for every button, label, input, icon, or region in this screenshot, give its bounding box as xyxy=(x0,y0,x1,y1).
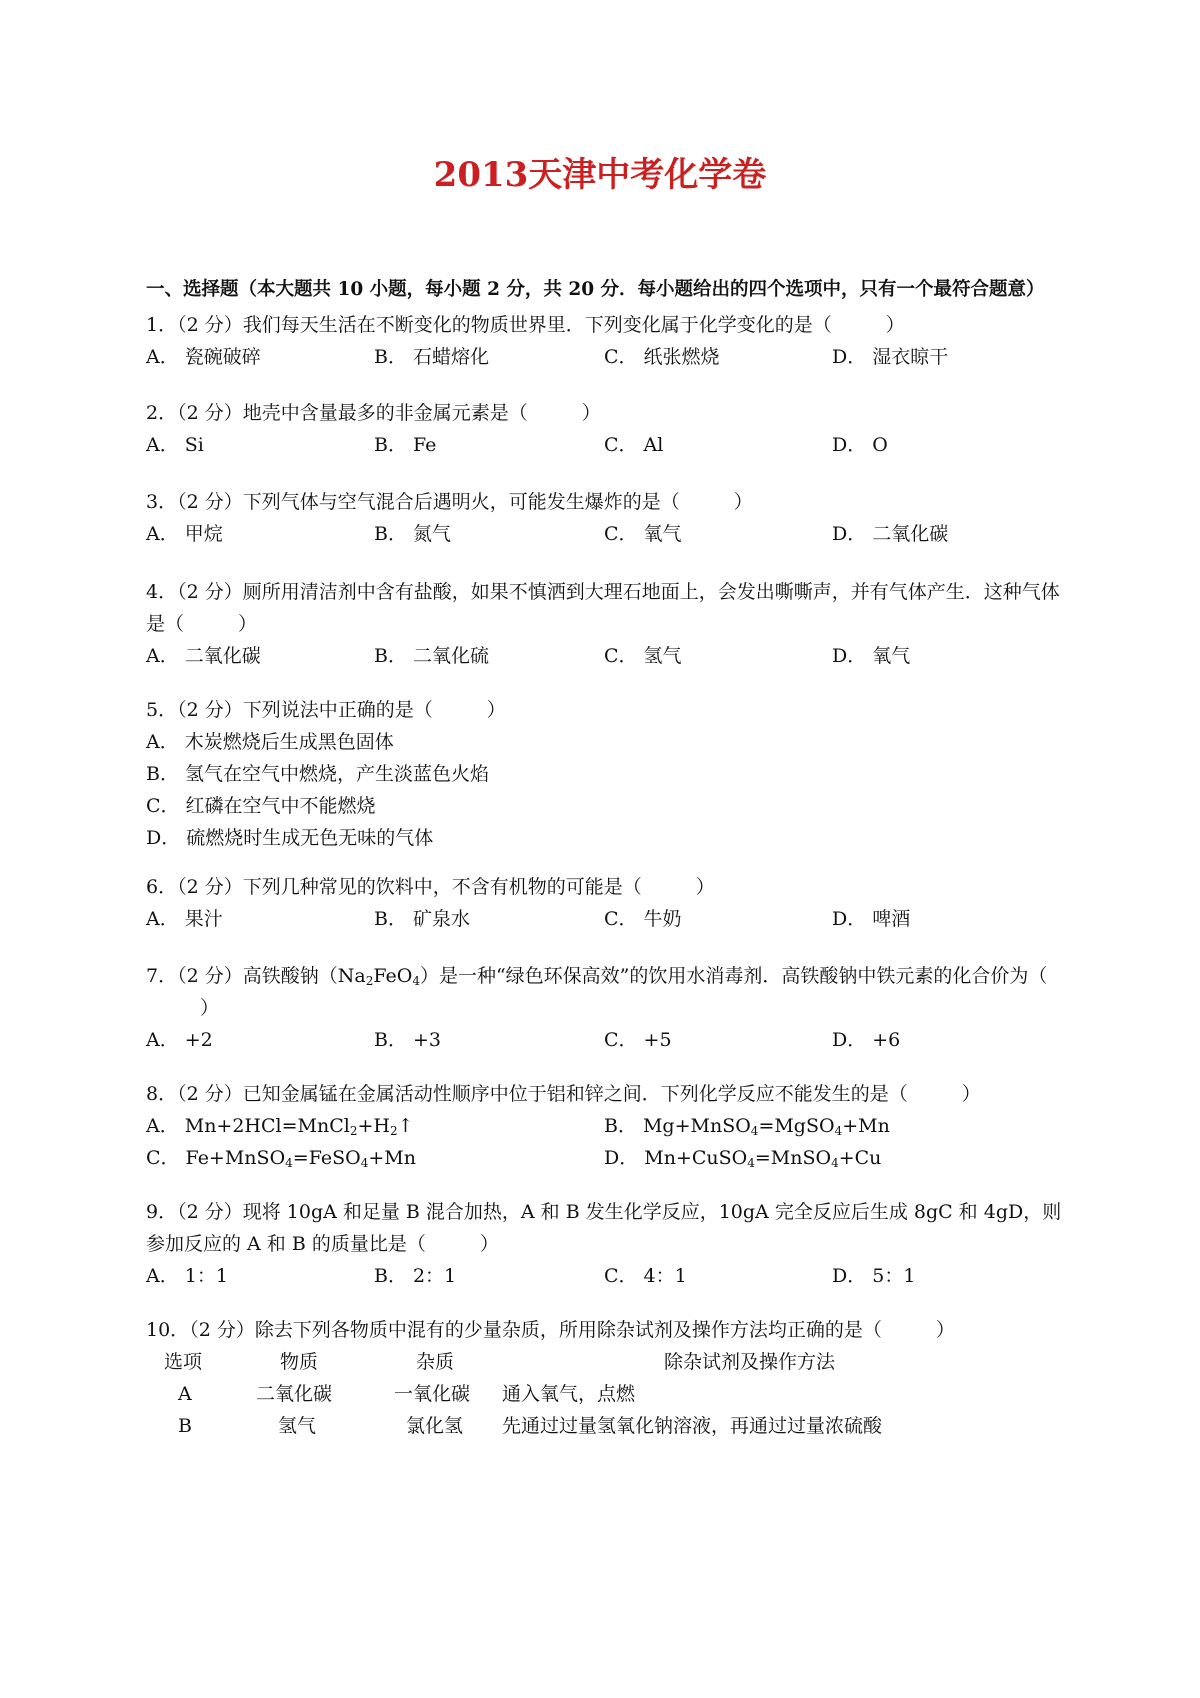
option-a: A． 瓷碗破碎 xyxy=(146,346,261,368)
question-6 xyxy=(146,871,1066,935)
option-c: C． 牛奶 xyxy=(604,908,682,930)
question-stem: 10．（2 分）除去下列各物质中混有的少量杂质，所用除杂试剂及操作方法均正确的是（ ） xyxy=(146,1319,955,1341)
option-b: B． +3 xyxy=(374,1029,441,1051)
option-d: D． 氧气 xyxy=(832,645,911,667)
option-c: C． Al xyxy=(604,434,664,456)
option-row xyxy=(146,640,1066,672)
option-c: C． 4：1 xyxy=(604,1265,687,1287)
option-a: A． Si xyxy=(146,434,204,456)
option-row xyxy=(146,429,1066,461)
option-b: B． 石蜡熔化 xyxy=(374,346,489,368)
option-row xyxy=(146,518,1066,550)
option-row xyxy=(146,341,1066,373)
option-d: D． 湿衣晾干 xyxy=(832,346,949,368)
question-7 xyxy=(146,960,1066,1056)
impurity-table xyxy=(146,1346,1066,1442)
option-row xyxy=(146,1260,1066,1292)
question-stem: 6．（2 分）下列几种常见的饮料中，不含有机物的可能是（ ） xyxy=(146,876,715,898)
option-c: C． Fe+MnSO$_4$=FeSO$_4$+Mn xyxy=(146,1147,416,1170)
chemical-formula: $Na_2FeO_4$ xyxy=(337,965,420,988)
option-c: C． 氧气 xyxy=(604,523,682,545)
question-8 xyxy=(146,1078,1066,1174)
question-stem: 4．（2 分）厕所用清洁剂中含有盐酸，如果不慎洒到大理石地面上，会发出嘶嘶声，并有气体产生．这种气体是（ ） xyxy=(146,581,1060,635)
option-row xyxy=(146,1110,1066,1142)
table-cell: B xyxy=(178,1415,192,1437)
table-cell: 氢气 xyxy=(278,1415,317,1437)
question-10 xyxy=(146,1314,1066,1346)
table-header-row xyxy=(146,1346,1066,1378)
option-d: D． 二氧化碳 xyxy=(832,523,949,545)
question-9 xyxy=(146,1196,1066,1292)
option-a: A． 1：1 xyxy=(146,1265,228,1287)
question-4 xyxy=(146,576,1066,672)
section-heading: 一、选择题（本大题共 10 小题，每小题 2 分，共 20 分．每小题给出的四个选项中，只有一个最符合题意） xyxy=(146,279,1045,300)
option-a: A． 果汁 xyxy=(146,908,223,930)
table-cell: 二氧化碳 xyxy=(256,1383,333,1405)
option-a: A． 甲烷 xyxy=(146,523,223,545)
question-2 xyxy=(146,397,1066,461)
option-c: C． 纸张燃烧 xyxy=(604,346,720,368)
table-header: 选项 xyxy=(164,1351,203,1373)
option-a: A． $Mn+2HCl=MnCl_2+H_2↑$ xyxy=(146,1115,414,1138)
option-row xyxy=(146,1024,1066,1056)
option-b: B． Fe xyxy=(374,434,437,456)
option-d: D． +6 xyxy=(832,1029,901,1051)
question-3 xyxy=(146,486,1066,550)
table-header: 除杂试剂及操作方法 xyxy=(664,1351,836,1373)
option-b: B． 氢气在空气中燃烧，产生淡蓝色火焰 xyxy=(146,763,489,785)
table-cell: 通入氧气，点燃 xyxy=(502,1383,636,1405)
option-row xyxy=(146,903,1066,935)
table-row xyxy=(146,1410,1066,1442)
option-d: D． O xyxy=(832,434,888,456)
option-c: C． 氢气 xyxy=(604,645,682,667)
table-cell: 氯化氢 xyxy=(406,1415,464,1437)
question-stem: 2．（2 分）地壳中含量最多的非金属元素是（ ） xyxy=(146,402,601,424)
option-row xyxy=(146,1142,1066,1174)
question-1 xyxy=(146,309,1066,373)
table-header: 杂质 xyxy=(416,1351,455,1373)
option-b: B． 2：1 xyxy=(374,1265,457,1287)
option-b: B． 矿泉水 xyxy=(374,908,470,930)
option-d: D． 硫燃烧时生成无色无味的气体 xyxy=(146,827,434,849)
option-b: B． 氮气 xyxy=(374,523,451,545)
option-d: D． 5：1 xyxy=(832,1265,916,1287)
option-b: B． 二氧化硫 xyxy=(374,645,489,667)
table-cell: A xyxy=(178,1383,192,1405)
question-stem: 9．（2 分）现将 10gA 和足量 B 混合加热，A 和 B 发生化学反应，10gA 完全反应后生成 8gC 和 4gD，则参加反应的 A 和 B 的质量比是（ ） xyxy=(146,1201,1062,1255)
option-a: A． 二氧化碳 xyxy=(146,645,261,667)
question-5 xyxy=(146,694,1066,854)
option-b: B． Mg+MnSO$_4$=MgSO$_4$+Mn xyxy=(604,1115,890,1138)
question-stem: 7．（2 分）高铁酸钠$(Na_2FeO_4)$是一种“绿色环保高效”的饮用水消毒剂．高铁酸钠中铁元素的化合价为（） xyxy=(146,965,1048,1019)
option-a: A． 木炭燃烧后生成黑色固体 xyxy=(146,731,394,753)
question-stem: 5．（2 分）下列说法中正确的是（ ） xyxy=(146,699,506,721)
option-c: C． 红磷在空气中不能燃烧 xyxy=(146,795,376,817)
table-header: 物质 xyxy=(280,1351,319,1373)
question-stem: 3．（2 分）下列气体与空气混合后遇明火，可能发生爆炸的是（ ） xyxy=(146,491,753,513)
question-stem: 8．（2 分）已知金属锰在金属活动性顺序中位于铝和锌之间．下列化学反应不能发生的是（ ） xyxy=(146,1083,981,1105)
page-title: 2013天津中考化学卷 xyxy=(433,155,767,195)
table-cell: 一氧化碳 xyxy=(394,1383,471,1405)
option-a: A． +2 xyxy=(146,1029,213,1051)
option-c: C． +5 xyxy=(604,1029,672,1051)
option-d: D． 啤酒 xyxy=(832,908,911,930)
option-d: D． Mn+CuSO$_4$=MnSO$_4$+Cu xyxy=(604,1147,882,1170)
table-cell: 先通过过量氢氧化钠溶液，再通过过量浓硫酸 xyxy=(502,1415,883,1437)
question-stem: 1．（2 分）我们每天生活在不断变化的物质世界里．下列变化属于化学变化的是（ ） xyxy=(146,314,905,336)
table-row xyxy=(146,1378,1066,1410)
